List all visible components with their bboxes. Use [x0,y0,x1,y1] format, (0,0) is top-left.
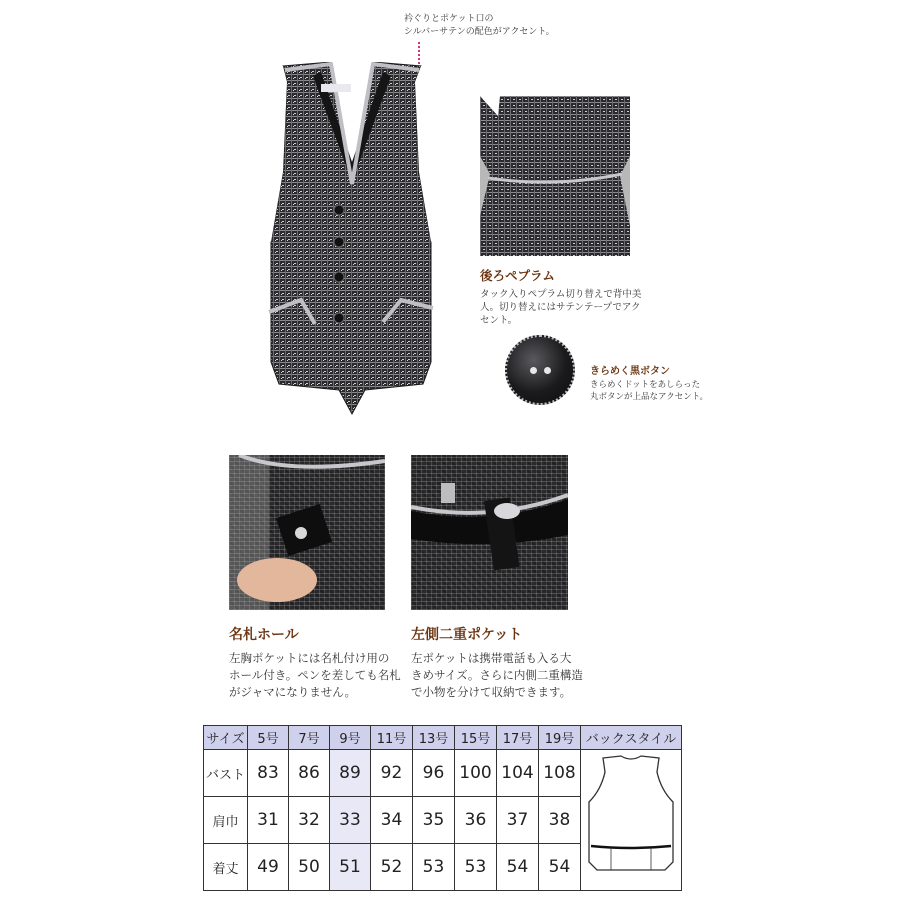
cell: 89 [330,750,371,797]
cell: 33 [330,797,371,844]
row-label-length: 着丈 [204,844,248,891]
table-row [204,750,682,797]
header-17: 17号 [497,726,539,750]
name-hole-text-line1: 左胸ポケットには名札付け用の [229,651,390,665]
cell: 104 [497,750,539,797]
header-9: 9号 [330,726,371,750]
header-5: 5号 [248,726,289,750]
name-hole-photo [229,455,385,610]
peplum-text-line3: セント。 [480,315,518,326]
cell: 50 [289,844,330,891]
cell: 49 [248,844,289,891]
cell: 38 [539,797,581,844]
pocket-text [411,650,601,701]
header-19: 19号 [539,726,581,750]
cell: 108 [539,750,581,797]
cell: 54 [497,844,539,891]
button-hole-right [544,367,551,374]
name-hole-feature [229,624,409,701]
button-feature [590,362,710,403]
peplum-feature [480,266,650,327]
row-label-bust: バスト [204,750,248,797]
cell: 83 [248,750,289,797]
cell: 96 [413,750,455,797]
cell: 37 [497,797,539,844]
cell: 100 [455,750,497,797]
peplum-title: 後ろペプラム [480,268,555,283]
button-text [590,379,710,403]
cell: 52 [371,844,413,891]
cell: 31 [248,797,289,844]
top-note-line1: 衿ぐりとポケット口の [404,14,494,24]
header-size: サイズ [204,726,248,750]
peplum-text-line1: タック入りペプラム切り替えで背中美 [480,289,642,300]
size-table [203,725,682,891]
main-vest-image [243,62,461,422]
top-note-line2: シルバーサテンの配色がアクセント。 [404,27,555,37]
vest-main-image [243,62,461,422]
pocket-text-line2: きめサイズ。さらに内側二重構造 [411,668,583,682]
header-7: 7号 [289,726,330,750]
button-photo [505,335,575,405]
cell: 36 [455,797,497,844]
name-hole-text [229,650,409,701]
button-text-line2: 丸ボタンが上品なアクセント。 [590,392,708,402]
peplum-back-image [480,96,630,256]
peplum-text-line2: 人。切り替えにはサテンテープでアク [480,302,641,313]
cell: 92 [371,750,413,797]
header-13: 13号 [413,726,455,750]
cell: 54 [539,844,581,891]
cell: 34 [371,797,413,844]
name-hole-title: 名札ホール [229,627,299,643]
button-text-line1: きらめくドットをあしらった [590,380,701,390]
pocket-photo [411,455,568,610]
name-hole-text-line3: がジャマになりません。 [229,685,356,699]
top-note [404,13,594,39]
back-style-cell [581,750,682,891]
button-hole-left [530,367,537,374]
name-hole-image [229,455,385,610]
pocket-text-line3: で小物を分けて収納できます。 [411,685,572,699]
pocket-feature [411,624,601,701]
pocket-image [411,455,568,610]
size-table-header [204,726,682,750]
button-title: きらめく黒ボタン [590,366,670,377]
row-label-shoulder: 肩巾 [204,797,248,844]
cell: 53 [413,844,455,891]
cell: 32 [289,797,330,844]
header-11: 11号 [371,726,413,750]
header-back-style: バックスタイル [581,726,682,750]
cell: 53 [455,844,497,891]
pocket-title: 左側二重ポケット [411,627,523,643]
header-15: 15号 [455,726,497,750]
pocket-text-line1: 左ポケットは携帯電話も入る大 [411,651,572,665]
peplum-text [480,288,650,327]
cell: 51 [330,844,371,891]
vest-back-outline-icon [581,750,681,885]
cell: 35 [413,797,455,844]
peplum-photo [480,96,630,256]
cell: 86 [289,750,330,797]
name-hole-text-line2: ホール付き。ペンを差しても名札 [229,668,401,682]
